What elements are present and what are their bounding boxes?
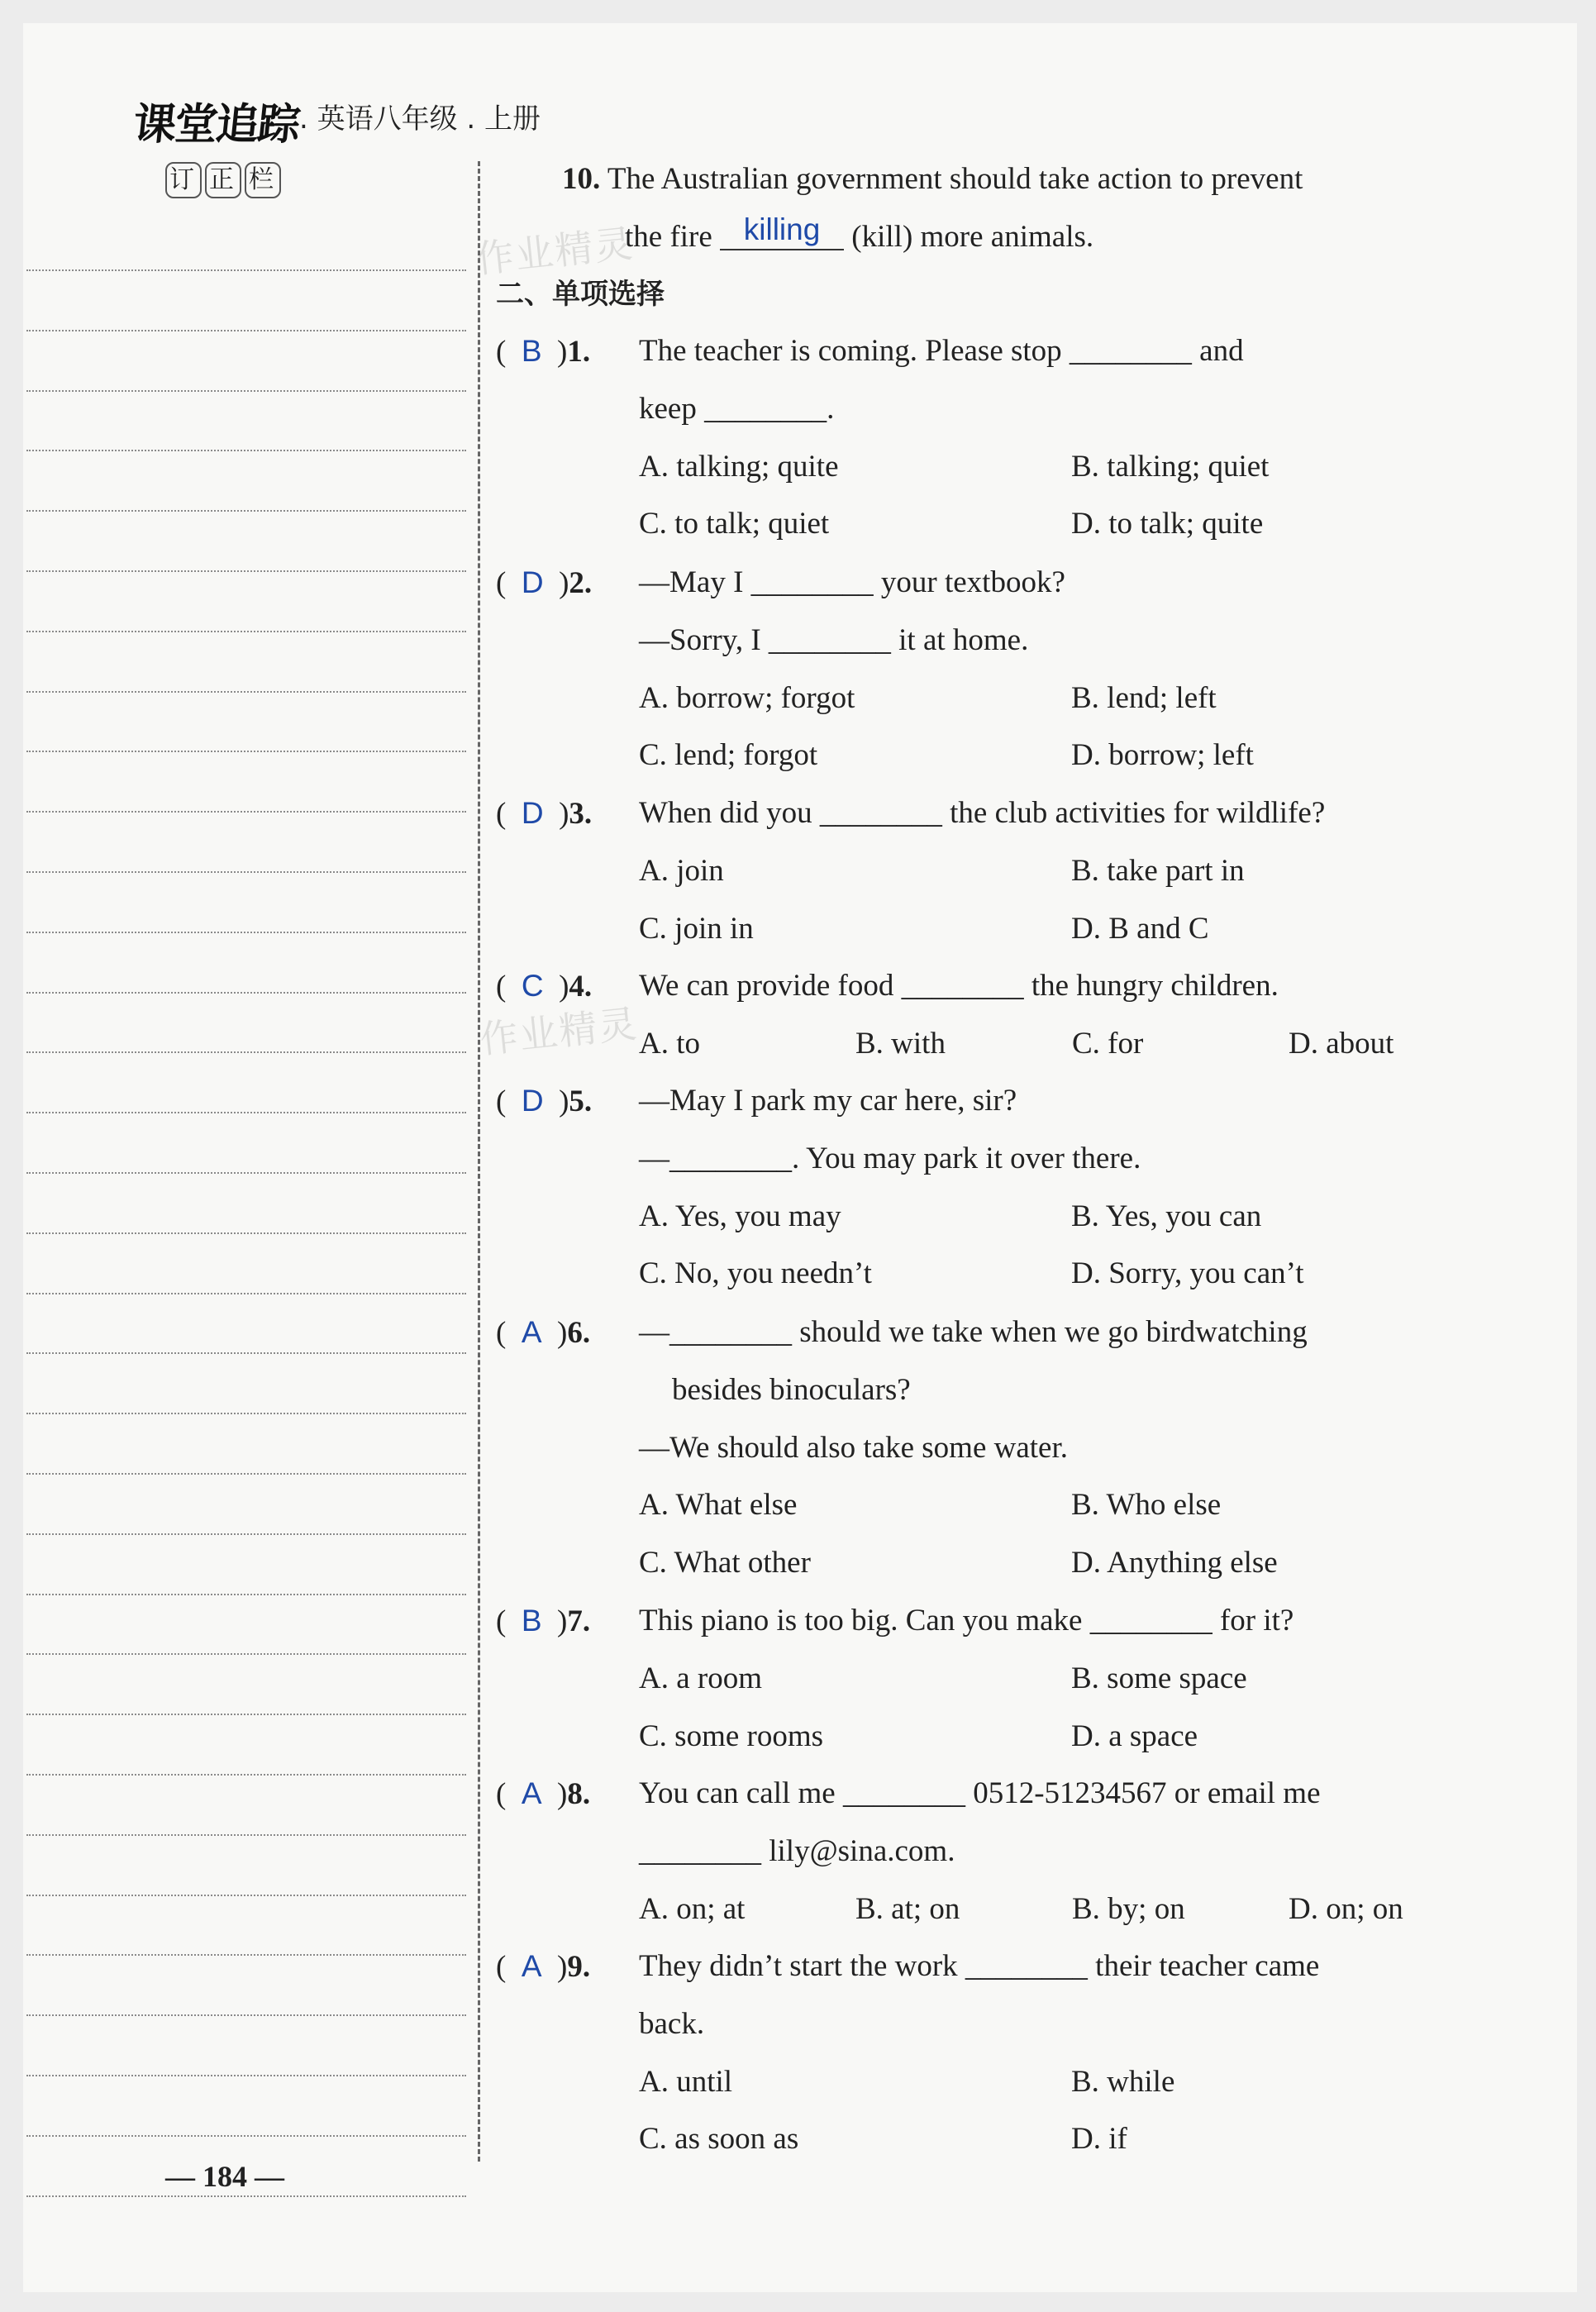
correction-rule-line xyxy=(26,631,466,632)
answer-option: D. to talk; quite xyxy=(1071,507,1264,541)
question-text: —________ should we take when we go birdwatching xyxy=(639,1315,1308,1349)
correction-rule-line xyxy=(26,2195,466,2197)
watermark: 作业精灵 xyxy=(478,1001,641,1062)
answer-option: B. some space xyxy=(1071,1661,1247,1695)
answer-option: D. a space xyxy=(1071,1719,1198,1753)
section-title: 二、单项选择 xyxy=(496,278,665,311)
answer-option: B. Yes, you can xyxy=(1071,1199,1262,1233)
handwritten-answer: D xyxy=(521,565,544,599)
question-number: 4. xyxy=(569,970,593,1003)
answer-option: A. a room xyxy=(639,1661,762,1695)
question-text: —We should also take some water. xyxy=(639,1430,1069,1465)
answer-option: A. talking; quite xyxy=(639,449,839,484)
question-number: 1. xyxy=(567,335,591,369)
question-number: 9. xyxy=(567,1950,591,1984)
correction-rule-line xyxy=(26,1895,466,1896)
fill-item-10-line2 xyxy=(625,212,1094,257)
correction-rule-line xyxy=(26,1232,466,1234)
handwritten-answer: killing xyxy=(743,212,821,246)
question-text: This piano is too big. Can you make ________ for it? xyxy=(639,1604,1294,1637)
correction-rule-line xyxy=(26,811,466,813)
answer-option: C. lend; forgot xyxy=(639,738,818,773)
question-text: back. xyxy=(639,2006,705,2041)
question-text: You can call me ________ 0512-51234567 or email me xyxy=(639,1776,1321,1810)
answer-option: D. B and C xyxy=(1071,911,1209,946)
handwritten-answer: A xyxy=(521,1949,542,1983)
answer-option: B. lend; left xyxy=(1071,680,1217,715)
item-text: (kill) more animals. xyxy=(851,220,1094,254)
answer-bracket: ( D )5. xyxy=(496,1084,593,1118)
correction-rule-line xyxy=(26,1051,466,1053)
answer-option: D. Sorry, you can’t xyxy=(1071,1256,1304,1291)
book-subtitle: . 英语八年级 . 上册 xyxy=(299,102,541,136)
correction-rule-line xyxy=(26,992,466,994)
correction-rule-line xyxy=(26,2135,466,2137)
answer-option: D. Anything else xyxy=(1071,1546,1278,1580)
page-number: — 184 — xyxy=(165,2160,284,2193)
answer-option: A. on; at xyxy=(639,1891,746,1926)
answer-option: D. about xyxy=(1289,1026,1394,1061)
question-text: —May I park my car here, sir? xyxy=(639,1084,1017,1118)
fill-item-10-line1 xyxy=(562,161,1303,198)
question-text: The teacher is coming. Please stop ________ and xyxy=(639,334,1244,368)
answer-bracket: ( A )6. xyxy=(496,1315,591,1350)
correction-rule-line xyxy=(26,450,466,451)
question-number: 3. xyxy=(569,797,593,831)
answer-option: A. until xyxy=(639,2064,733,2099)
correction-char: 订 xyxy=(165,162,202,198)
answer-option: C. to talk; quiet xyxy=(639,507,830,541)
handwritten-answer: D xyxy=(521,1084,544,1118)
correction-rule-line xyxy=(26,330,466,331)
correction-rule-line xyxy=(26,1413,466,1414)
question-text: They didn’t start the work ________ their teacher came xyxy=(639,1949,1320,1983)
answer-option: A. join xyxy=(639,853,724,888)
correction-rule-line xyxy=(26,751,466,752)
handwritten-answer: A xyxy=(521,1315,542,1349)
correction-rule-line xyxy=(26,932,466,933)
series-logo: 课堂追踪 xyxy=(131,100,302,150)
correction-rule-line xyxy=(26,2014,466,2016)
correction-rule-line xyxy=(26,1533,466,1535)
answer-option: C. as soon as xyxy=(639,2122,799,2157)
answer-option: C. No, you needn’t xyxy=(639,1256,872,1291)
question-text: We can provide food ________ the hungry children. xyxy=(639,969,1279,1003)
correction-rule-line xyxy=(26,871,466,873)
answer-option: B. Who else xyxy=(1071,1488,1222,1523)
answer-option: B. talking; quiet xyxy=(1071,449,1270,484)
answer-bracket: ( B )7. xyxy=(496,1604,591,1638)
handwritten-answer: B xyxy=(521,1604,542,1637)
handwritten-answer: A xyxy=(521,1776,542,1810)
answer-bracket: ( C )4. xyxy=(496,969,593,1003)
item-number: 10. xyxy=(562,162,601,196)
question-text: When did you ________ the club activities for wildlife? xyxy=(639,796,1326,830)
correction-rule-line xyxy=(26,390,466,392)
answer-option: B. take part in xyxy=(1071,853,1245,888)
answer-option: D. borrow; left xyxy=(1071,738,1254,773)
question-text: keep ________. xyxy=(639,391,835,426)
question-number: 5. xyxy=(569,1084,593,1118)
question-text: —Sorry, I ________ it at home. xyxy=(639,622,1029,657)
answer-option: C. for xyxy=(1072,1026,1144,1061)
correction-rule-line xyxy=(26,1594,466,1595)
handwritten-answer: C xyxy=(521,969,544,1003)
correction-char: 正 xyxy=(205,162,241,198)
correction-rule-line xyxy=(26,1954,466,1956)
correction-rule-line xyxy=(26,1653,466,1655)
correction-rule-line xyxy=(26,2075,466,2076)
question-number: 6. xyxy=(567,1316,591,1350)
question-text: besides binoculars? xyxy=(672,1372,911,1407)
correction-rule-line xyxy=(26,570,466,572)
question-number: 7. xyxy=(567,1604,591,1638)
answer-option: B. by; on xyxy=(1072,1891,1185,1926)
correction-rule-line xyxy=(26,1172,466,1174)
correction-rule-line xyxy=(26,510,466,512)
correction-char: 栏 xyxy=(245,162,281,198)
answer-bracket: ( A )9. xyxy=(496,1949,591,1984)
answer-option: A. What else xyxy=(639,1488,798,1523)
correction-rule-line xyxy=(26,269,466,271)
answer-option: B. with xyxy=(855,1026,946,1061)
answer-option: D. on; on xyxy=(1289,1891,1403,1926)
answer-option: A. Yes, you may xyxy=(639,1199,841,1233)
correction-column-label xyxy=(165,162,284,198)
correction-rule-line xyxy=(26,1774,466,1776)
handwritten-answer: D xyxy=(521,796,544,830)
item-text: The Australian government should take action to prevent xyxy=(607,162,1303,196)
question-text: —May I ________ your textbook? xyxy=(639,565,1065,599)
question-text: —________. You may park it over there. xyxy=(639,1141,1141,1175)
answer-option: C. join in xyxy=(639,911,754,946)
correction-rule-line xyxy=(26,1473,466,1475)
fill-blank xyxy=(720,212,844,250)
item-text: the fire xyxy=(625,220,712,254)
correction-rule-line xyxy=(26,1112,466,1113)
answer-option: B. while xyxy=(1071,2064,1175,2099)
watermark: 作业精灵 xyxy=(474,221,636,282)
answer-bracket: ( B )1. xyxy=(496,334,591,369)
answer-option: A. borrow; forgot xyxy=(639,680,855,715)
question-number: 8. xyxy=(567,1777,591,1811)
answer-option: B. at; on xyxy=(855,1891,960,1926)
answer-option: C. What other xyxy=(639,1546,811,1580)
answer-option: A. to xyxy=(639,1026,700,1061)
correction-rule-line xyxy=(26,691,466,693)
answer-bracket: ( D )2. xyxy=(496,565,593,600)
question-number: 2. xyxy=(569,566,593,600)
answer-option: D. if xyxy=(1071,2122,1127,2157)
answer-option: C. some rooms xyxy=(639,1719,824,1753)
correction-rule-line xyxy=(26,1293,466,1294)
question-text: ________ lily@sina.com. xyxy=(639,1833,955,1868)
column-divider xyxy=(478,161,480,2162)
answer-bracket: ( D )3. xyxy=(496,796,593,831)
handwritten-answer: B xyxy=(521,334,542,368)
correction-rule-line xyxy=(26,1834,466,1836)
answer-bracket: ( A )8. xyxy=(496,1776,591,1811)
correction-rule-line xyxy=(26,1714,466,1715)
correction-rule-line xyxy=(26,1352,466,1354)
